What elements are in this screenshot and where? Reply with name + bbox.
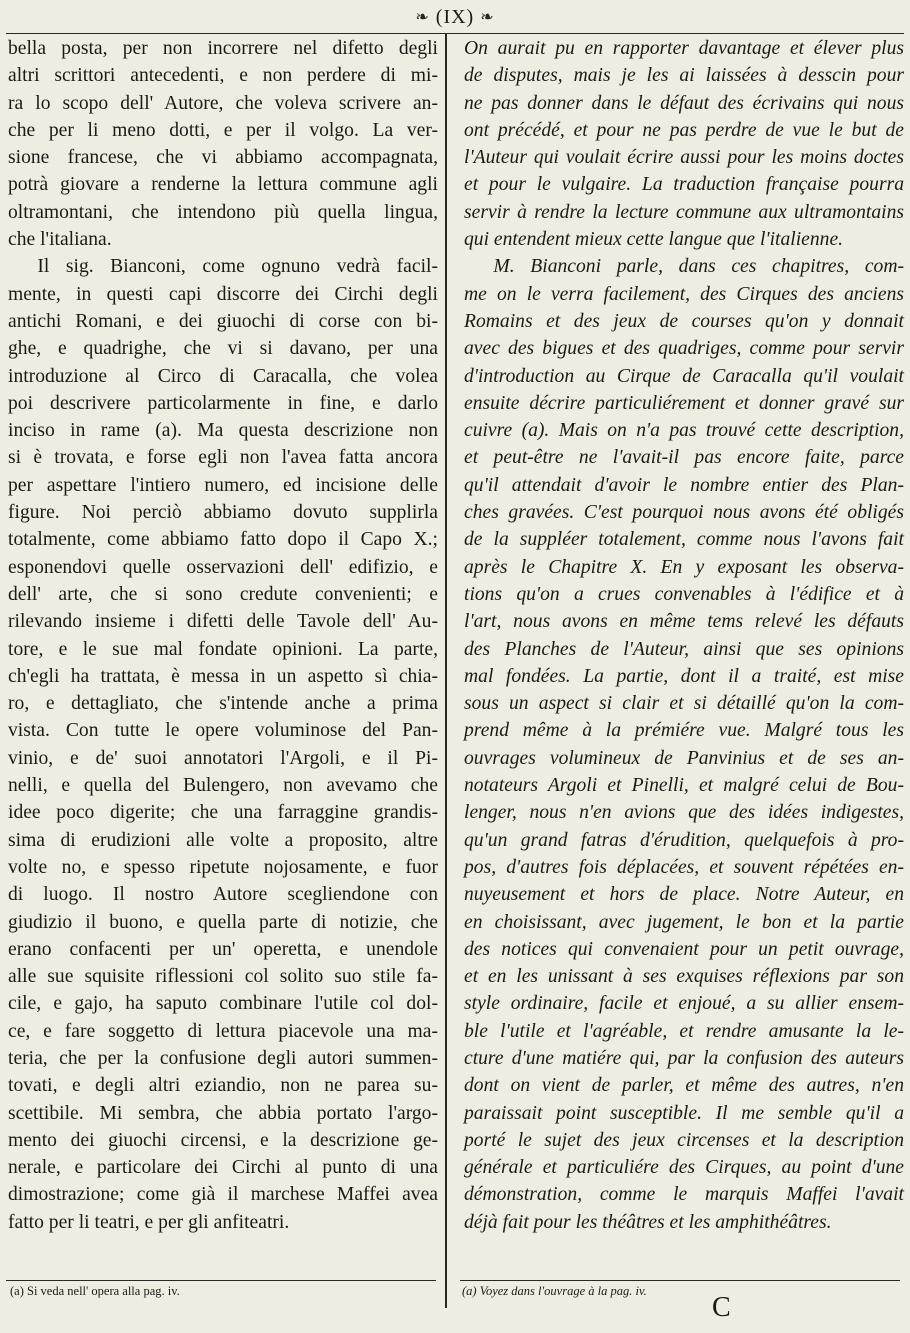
left-ornament: ❧: [415, 9, 430, 26]
text-line: cile, e gajo, ha saputo combinare l'utile col dol-: [8, 993, 438, 1015]
text-line: d'introduction au Cirque de Caracalla qu'il voulait: [464, 365, 904, 387]
text-line: Romains et des jeux de courses qu'on y donnait: [464, 310, 904, 332]
italian-footnote: (a) Si veda nell' opera alla pag. iv.: [10, 1284, 180, 1298]
text-line: esponendovi quelle osservazioni dell' edifizio, e: [8, 556, 438, 578]
text-line: dont on vient de parler, et même des autres, n'en: [464, 1075, 904, 1097]
text-line: sous un aspect si clair et si détaillé qu'on la com-: [464, 693, 904, 715]
text-line: de la suppléer totalement, comme nous l'avons fait: [464, 529, 904, 551]
text-line: l'art, nous avons en même tems relevé les défauts: [464, 611, 904, 633]
text-line: sima di erudizioni alle volte a proposito, altre: [8, 829, 438, 851]
text-line: M. Bianconi parle, dans ces chapitres, com-: [493, 256, 904, 278]
text-line: introduzione al Circo di Caracalla, che volea: [8, 365, 438, 387]
header-rule: [6, 33, 904, 34]
text-line: nelli, e quella del Bulengero, non avevamo che: [8, 775, 438, 797]
right-ornament: ❧: [480, 9, 495, 26]
text-line: che l'italiana.: [8, 229, 112, 251]
text-line: des notices qui convenaient pour un petit ouvrage,: [464, 938, 904, 960]
french-text-column: [464, 35, 904, 1236]
text-line: inciso in rame (a). Ma questa descrizione non: [8, 420, 438, 442]
text-line: potrà giovare a renderne la lettura commune agli: [8, 174, 438, 196]
text-line: On aurait pu en rapporter davantage et élever plus: [464, 38, 904, 59]
text-line: oltramontani, che intendono più quella lingua,: [8, 201, 438, 223]
text-line: ro, e dettagliato, che s'intende anche a prima: [8, 693, 438, 715]
text-line: dimostrazione; come già il marchese Maffei avea: [8, 1184, 438, 1206]
text-line: antichi Romani, e dei giuochi di corse con bi-: [8, 310, 438, 332]
text-line: erano confacenti per un' operetta, e unendole: [8, 938, 438, 960]
text-line: mal fondées. La partie, dont il a traité, est mise: [464, 665, 904, 687]
text-line: ghe, e quadrighe, che vi si davano, per una: [8, 338, 438, 360]
text-line: style ordinaire, facile et enjoué, a su allier ensem-: [464, 993, 904, 1015]
text-line: vinio, e de' suoi annotatori l'Argoli, e il Pi-: [8, 747, 438, 769]
text-line: ce, e fare soggetto di lettura piacevole una ma-: [8, 1020, 438, 1042]
page-header: [0, 4, 910, 30]
text-line: et pour le vulgaire. La traduction française pourra: [464, 174, 904, 196]
text-line: ouvrages volumineux de Panvinius et de ses an-: [464, 747, 904, 769]
text-line: si è trovata, e forse egli non l'avea fatta ancora: [8, 447, 438, 469]
text-line: me on le verra facilement, des Cirques des anciens: [464, 283, 904, 305]
french-footnote: (a) Voyez dans l'ouvrage à la pag. iv.: [462, 1284, 647, 1298]
text-line: ch'egli ha trattata, è messa in un aspetto sì chia-: [8, 665, 438, 687]
text-line: et peut-être ne l'avait-il pas encore faite, parce: [464, 447, 904, 469]
text-line: de disputes, mais je les ai laissées à desscin pour: [464, 65, 904, 87]
text-line: paraissait point susceptible. Il me semble qu'il a: [464, 1102, 904, 1124]
text-line: démonstration, comme le marquis Maffei l'avait: [464, 1184, 904, 1206]
text-line: dell' arte, che si sono credute convenienti; e: [8, 583, 438, 605]
text-line: bella posta, per non incorrere nel difetto degli: [8, 38, 438, 59]
text-line: sione francese, che vi abbiamo accompagnata,: [8, 147, 438, 169]
text-line: tions qu'on a crues convenables à l'édifice et à: [464, 583, 904, 605]
text-line: scettibile. Mi sembra, che abbia portato l'argo-: [8, 1102, 438, 1124]
text-line: poi descrivere particolarmente in fine, e darlo: [8, 392, 438, 414]
text-line: des Planches de l'Auteur, ainsi que ses opinions: [464, 638, 904, 660]
text-line: l'Auteur qui voulait écrire aussi pour les moins doctes: [464, 147, 904, 169]
text-line: nuyeusement et hors de place. Notre Auteur, en: [464, 884, 904, 906]
text-line: cuivre (a). Mais on n'a pas trouvé cette description,: [464, 420, 904, 442]
text-line: altri scrittori antecedenti, e non perdere di mi-: [8, 65, 438, 87]
italian-text-column: [8, 35, 438, 1236]
text-line: porté le sujet des jeux circenses et la description: [464, 1129, 904, 1151]
text-line: servir à rendre la lecture commune aux ultramontains: [464, 201, 904, 223]
text-line: pos, d'autres fois déplacées, et souvent répétées en-: [464, 856, 904, 878]
column-divider: [445, 33, 447, 1308]
text-line: nerale, e particolare dei Circhi al punto di una: [8, 1157, 438, 1179]
text-line: rilevando insieme i difetti delle Tavole dell' Au-: [8, 611, 438, 633]
text-line: Il sig. Bianconi, come ognuno vedrà facil-: [37, 256, 438, 278]
text-line: après le Chapitre X. En y exposant les observa-: [464, 556, 904, 578]
text-line: idee poco digerite; che una farraggine grandis-: [8, 802, 438, 824]
text-line: teria, che per la confusione degli autori summen-: [8, 1047, 438, 1069]
text-line: générale et particuliére des Cirques, au point d'une: [464, 1157, 904, 1179]
text-line: volte no, e spesso ripetute nojosamente, e fuor: [8, 856, 438, 878]
text-line: prend même à la prémiére vue. Malgré tous les: [464, 720, 904, 742]
text-line: che per li meno dotti, e per il volgo. La ver-: [8, 119, 438, 141]
text-line: notateurs Argoli et Pinelli, et malgré celui de Bou-: [464, 775, 904, 797]
text-line: mente, in questi capi discorre dei Circhi degli: [8, 283, 438, 305]
text-line: ensuite décrire particuliérement et donner gravé sur: [464, 392, 904, 414]
text-line: vista. Con tutte le opere voluminose del Pan-: [8, 720, 438, 742]
text-line: per aspettare l'intiero numero, ed incisione delle: [8, 474, 438, 496]
page-number: (IX): [435, 5, 475, 28]
text-line: avec des bigues et des quadriges, comme pour servir: [464, 338, 904, 360]
text-line: tore, e le sue mal fondate opinioni. La parte,: [8, 638, 438, 660]
text-line: figure. Noi perciò abbiamo dovuto supplirla: [8, 502, 438, 524]
text-line: ra lo scopo dell' Autore, che voleva scrivere an-: [8, 92, 438, 114]
text-line: qui entendent mieux cette langue que l'italienne.: [464, 229, 844, 251]
text-line: ne pas donner dans le défaut des écrivains qui nous: [464, 92, 904, 114]
text-line: et en les unissant à ses exquises réflexions par son: [464, 966, 904, 988]
text-line: giudizio il buono, e quella parte di notizie, che: [8, 911, 438, 933]
text-line: ble l'utile et l'agréable, et rendre amusante la le-: [464, 1020, 904, 1042]
text-line: déjà fait pour les théâtres et les amphithéâtres.: [464, 1211, 832, 1233]
text-line: di luogo. Il nostro Autore scegliendone con: [8, 884, 438, 906]
signature-mark: C: [712, 1292, 731, 1323]
text-line: fatto per li teatri, e per gli anfiteatri.: [8, 1211, 290, 1233]
text-line: ont précédé, et pour ne pas perdre de vue le but de: [464, 119, 904, 141]
text-line: alle sue squisite riflessioni col solito suo stile fa-: [8, 966, 438, 988]
text-line: lenger, nous n'en avions que des idées indigestes,: [464, 802, 904, 824]
text-line: en choisissant, avec jugement, le bon et la partie: [464, 911, 904, 933]
text-line: qu'il attendait d'avoir le nombre entier des Plan-: [464, 474, 904, 496]
footnote-rule-left: [6, 1280, 436, 1281]
text-line: totalmente, come abbiamo fatto dopo il Capo X.;: [8, 529, 438, 551]
text-line: tovati, e degli altri eziandio, non ne parea su-: [8, 1075, 438, 1097]
footnote-rule-right: [460, 1280, 900, 1281]
text-line: cture d'une matiére qui, par la confusion des auteurs: [464, 1047, 904, 1069]
text-line: mento dei giuochi circensi, e la descrizione ge-: [8, 1129, 438, 1151]
text-line: ches gravées. C'est pourquoi nous avons été obligés: [464, 502, 904, 524]
text-line: qu'un grand fatras d'érudition, quelquefois à pro-: [464, 829, 904, 851]
